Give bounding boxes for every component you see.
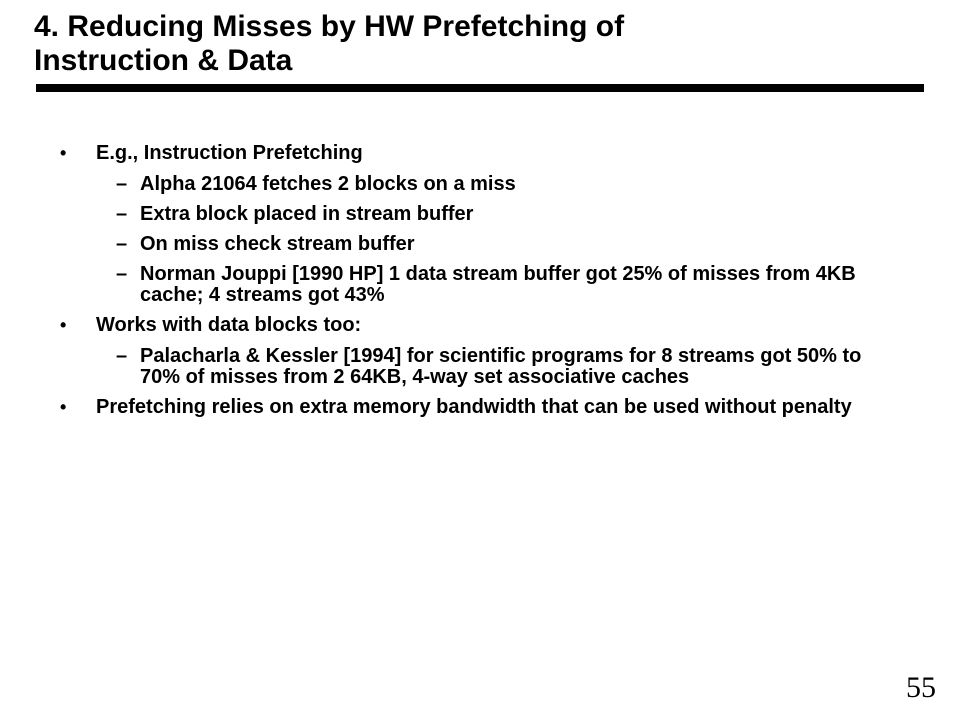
bullet-marker: • (60, 143, 67, 163)
slide-title (34, 10, 914, 78)
page-number: 55 (906, 671, 936, 704)
dash-marker: – (116, 203, 128, 225)
sub-bullet-text: Palacharla & Kessler [1994] for scientific programs for 8 streams got 50% to 70% of misses from 2 64KB, 4-way set associative caches (140, 345, 862, 388)
dash-marker: – (116, 263, 128, 285)
bullet-text: Works with data blocks too: (96, 314, 362, 336)
bullet-marker: • (60, 397, 67, 417)
dash-marker: – (116, 345, 128, 367)
sub-bullet-jouppi (60, 264, 880, 306)
bullet-instruction-prefetching (60, 143, 880, 164)
sub-bullet-text: On miss check stream buffer (140, 233, 415, 255)
dash-marker: – (116, 233, 128, 255)
slide-body (60, 143, 880, 428)
bullet-memory-bandwidth (60, 397, 880, 418)
sub-bullet-extra-block (60, 204, 880, 225)
sub-bullet-text: Alpha 21064 fetches 2 blocks on a miss (140, 173, 516, 195)
sub-bullet-check-stream-buffer (60, 234, 880, 255)
title-underline (36, 84, 924, 92)
slide-title-line-1: 4. Reducing Misses by HW Prefetching of (34, 10, 625, 43)
sub-bullet-alpha-21064 (60, 174, 880, 195)
sub-bullet-palacharla-kessler (60, 346, 880, 388)
sub-bullet-text: Extra block placed in stream buffer (140, 203, 474, 225)
bullet-marker: • (60, 315, 67, 335)
bullet-text: E.g., Instruction Prefetching (96, 142, 363, 164)
dash-marker: – (116, 173, 128, 195)
bullet-data-blocks (60, 315, 880, 336)
slide-title-line-2: Instruction & Data (34, 44, 293, 77)
sub-bullet-text: Norman Jouppi [1990 HP] 1 data stream buffer got 25% of misses from 4KB cache; 4 streams got 43% (140, 263, 856, 306)
bullet-text: Prefetching relies on extra memory bandwidth that can be used without penalty (96, 396, 852, 418)
